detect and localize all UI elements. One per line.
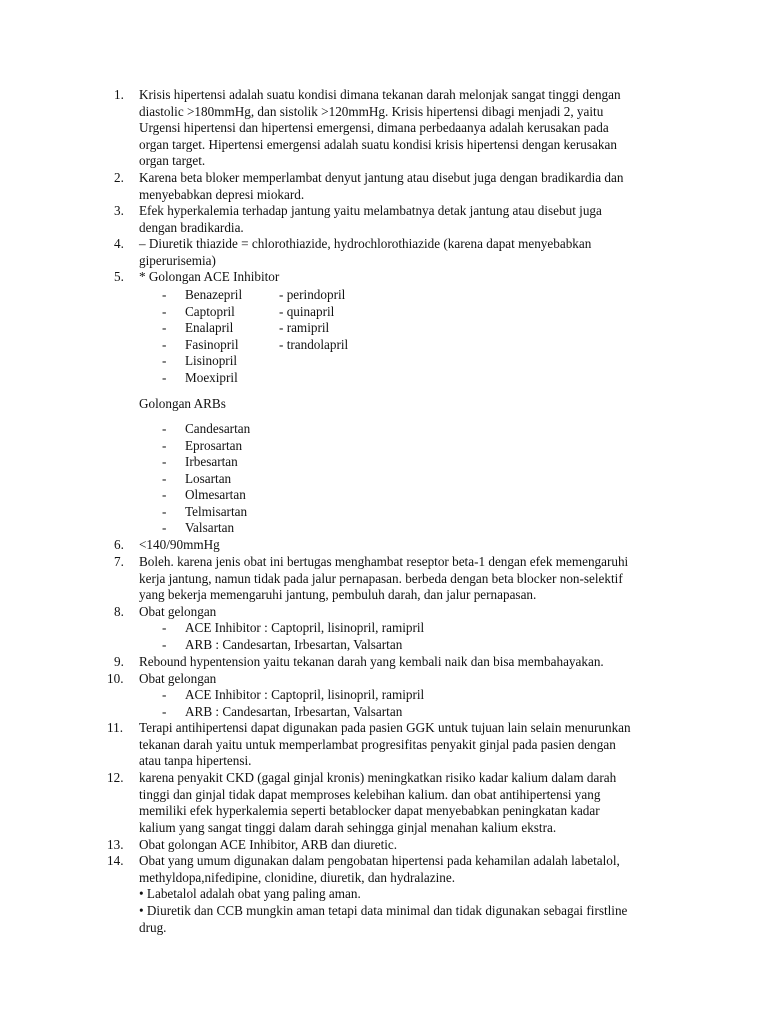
item-text: Obat golongan ACE Inhibitor, ARB dan diuretic. — [139, 836, 398, 852]
item-text: * Golongan ACE Inhibitor — [139, 269, 280, 284]
item-number: 8. — [114, 603, 124, 619]
list-item: - perindopril — [279, 287, 346, 302]
item-text: Urgensi hipertensi dan hipertensi emergensi, dimana perbedaanya adalah kerusakan pada — [139, 120, 609, 135]
list-dash: - — [162, 353, 167, 368]
list-item: Valsartan — [185, 520, 235, 535]
item-text: <140/90mmHg — [139, 537, 220, 552]
item-number: 9. — [114, 654, 124, 669]
item-text: menyebabkan depresi miokard. — [139, 186, 305, 202]
item-text: giperurisemia) — [139, 252, 216, 268]
item-number: 1. — [114, 87, 124, 102]
list-dash: - — [162, 470, 167, 486]
list-dash: - — [162, 703, 167, 719]
item-number: 6. — [114, 537, 124, 552]
list-item: Fasinopril — [185, 336, 239, 352]
item-text: diastolic >180mmHg, dan sistolik >120mmHg. Krisis hipertensi dibagi menjadi 2, yaitu — [139, 103, 604, 119]
item-text: Efek hyperkalemia terhadap jantung yaitu melambatnya detak jantung atau disebut juga — [139, 203, 602, 218]
item-text: Terapi antihipertensi dapat digunakan pada pasien GGK untuk tujuan lain selain menurunkan — [139, 720, 631, 735]
item-text: – Diuretik thiazide = chlorothiazide, hydrochlorothiazide (karena dapat menyebabkan — [139, 236, 592, 251]
item-text: tinggi dan ginjal tidak dapat memproses kelebihan kalium. dan obat antihipertensi yang — [139, 786, 601, 802]
list-dash: - — [162, 320, 167, 335]
item-number: 10. — [107, 670, 124, 686]
item-text: Krisis hipertensi adalah suatu kondisi dimana tekanan darah melonjak sangat tinggi dengan — [139, 87, 621, 102]
list-item: ACE Inhibitor : Captopril, lisinopril, ramipril — [185, 687, 425, 702]
item-text: Rebound hypentension yaitu tekanan darah yang kembali naik dan bisa membahayakan. — [139, 654, 604, 669]
item-text: karena penyakit CKD (gagal ginjal kronis) meningkatkan risiko kadar kalium dalam darah — [139, 770, 617, 785]
item-number: 2. — [114, 170, 124, 185]
list-item: Lisinopril — [185, 353, 238, 368]
list-dash: - — [162, 636, 167, 652]
list-item: Benazepril — [185, 287, 243, 302]
list-item: Telmisartan — [185, 503, 248, 519]
list-item: ACE Inhibitor : Captopril, lisinopril, ramipril — [185, 620, 425, 635]
list-dash: - — [162, 454, 167, 469]
list-dash: - — [162, 421, 167, 436]
list-item: ARB : Candesartan, Irbesartan, Valsartan — [185, 703, 403, 719]
list-dash: - — [162, 336, 167, 352]
item-text: • Diuretik dan CCB mungkin aman tetapi data minimal dan tidak digunakan sebagai firstline — [139, 903, 628, 918]
item-text: kalium yang sangat tinggi dalam darah sehingga ginjal menahan kalium ekstra. — [139, 819, 557, 835]
item-text: yang bekerja memengaruhi jantung, pembuluh darah, dan jalur pernapasan. — [139, 587, 537, 602]
list-dash: - — [162, 687, 167, 702]
item-number: 5. — [114, 269, 124, 284]
list-item: Captopril — [185, 303, 235, 319]
item-number: 11. — [107, 720, 123, 735]
list-dash: - — [162, 487, 167, 502]
list-dash: - — [162, 620, 167, 635]
list-dash: - — [162, 437, 167, 453]
list-item: Enalapril — [185, 320, 234, 335]
item-text: Boleh. karena jenis obat ini bertugas menghambat reseptor beta-1 dengan efek memengaruhi — [139, 554, 629, 569]
list-item: Losartan — [185, 470, 232, 486]
list-item: - ramipril — [279, 320, 330, 335]
item-number: 14. — [107, 853, 124, 868]
item-text: Obat yang umum digunakan dalam pengobatan hipertensi pada kehamilan adalah labetalol, — [139, 853, 620, 868]
list-dash: - — [162, 369, 167, 385]
item-text: tekanan darah yaitu untuk memperlambat progresifitas penyakit ginjal pada pasien dengan — [139, 736, 616, 752]
item-text: dengan bradikardia. — [139, 219, 244, 235]
item-number: 13. — [107, 836, 124, 852]
item-number: 3. — [114, 203, 124, 218]
item-text: drug. — [139, 919, 167, 935]
list-item: Candesartan — [185, 421, 251, 436]
list-dash: - — [162, 503, 167, 519]
list-item: Irbesartan — [185, 454, 238, 469]
list-dash: - — [162, 287, 167, 302]
arb-heading: Golongan ARBs — [139, 396, 226, 411]
item-text: Karena beta bloker memperlambat denyut jantung atau disebut juga dengan bradikardia dan — [139, 170, 624, 185]
list-item: - trandolapril — [279, 336, 349, 352]
item-number: 4. — [114, 236, 124, 251]
item-text: memiliki efek hyperkalemia seperti betablocker dapat menyebabkan peningkatan kadar — [139, 803, 600, 818]
list-dash: - — [162, 303, 167, 319]
item-text: atau tanpa hipertensi. — [139, 753, 252, 768]
item-text: Obat gelongan — [139, 603, 217, 619]
item-text: organ target. Hipertensi emergensi adalah suatu kondisi krisis hipertensi dengan kerusakan — [139, 136, 617, 152]
list-dash: - — [162, 520, 167, 535]
list-item: - quinapril — [279, 303, 335, 319]
item-number: 12. — [107, 770, 124, 785]
list-item: Moexipril — [185, 369, 238, 385]
item-text: Obat gelongan — [139, 670, 217, 686]
list-item: Olmesartan — [185, 487, 246, 502]
list-item: ARB : Candesartan, Irbesartan, Valsartan — [185, 636, 403, 652]
item-text: • Labetalol adalah obat yang paling aman. — [139, 886, 361, 901]
item-text: methyldopa,nifedipine, clonidine, diuretik, dan hydralazine. — [139, 869, 456, 885]
item-number: 7. — [114, 554, 124, 569]
item-text: organ target. — [139, 153, 206, 168]
list-item: Eprosartan — [185, 437, 243, 453]
item-text: kerja jantung, namun tidak pada jalur pernapasan. berbeda dengan beta blocker non-selektif — [139, 570, 623, 586]
